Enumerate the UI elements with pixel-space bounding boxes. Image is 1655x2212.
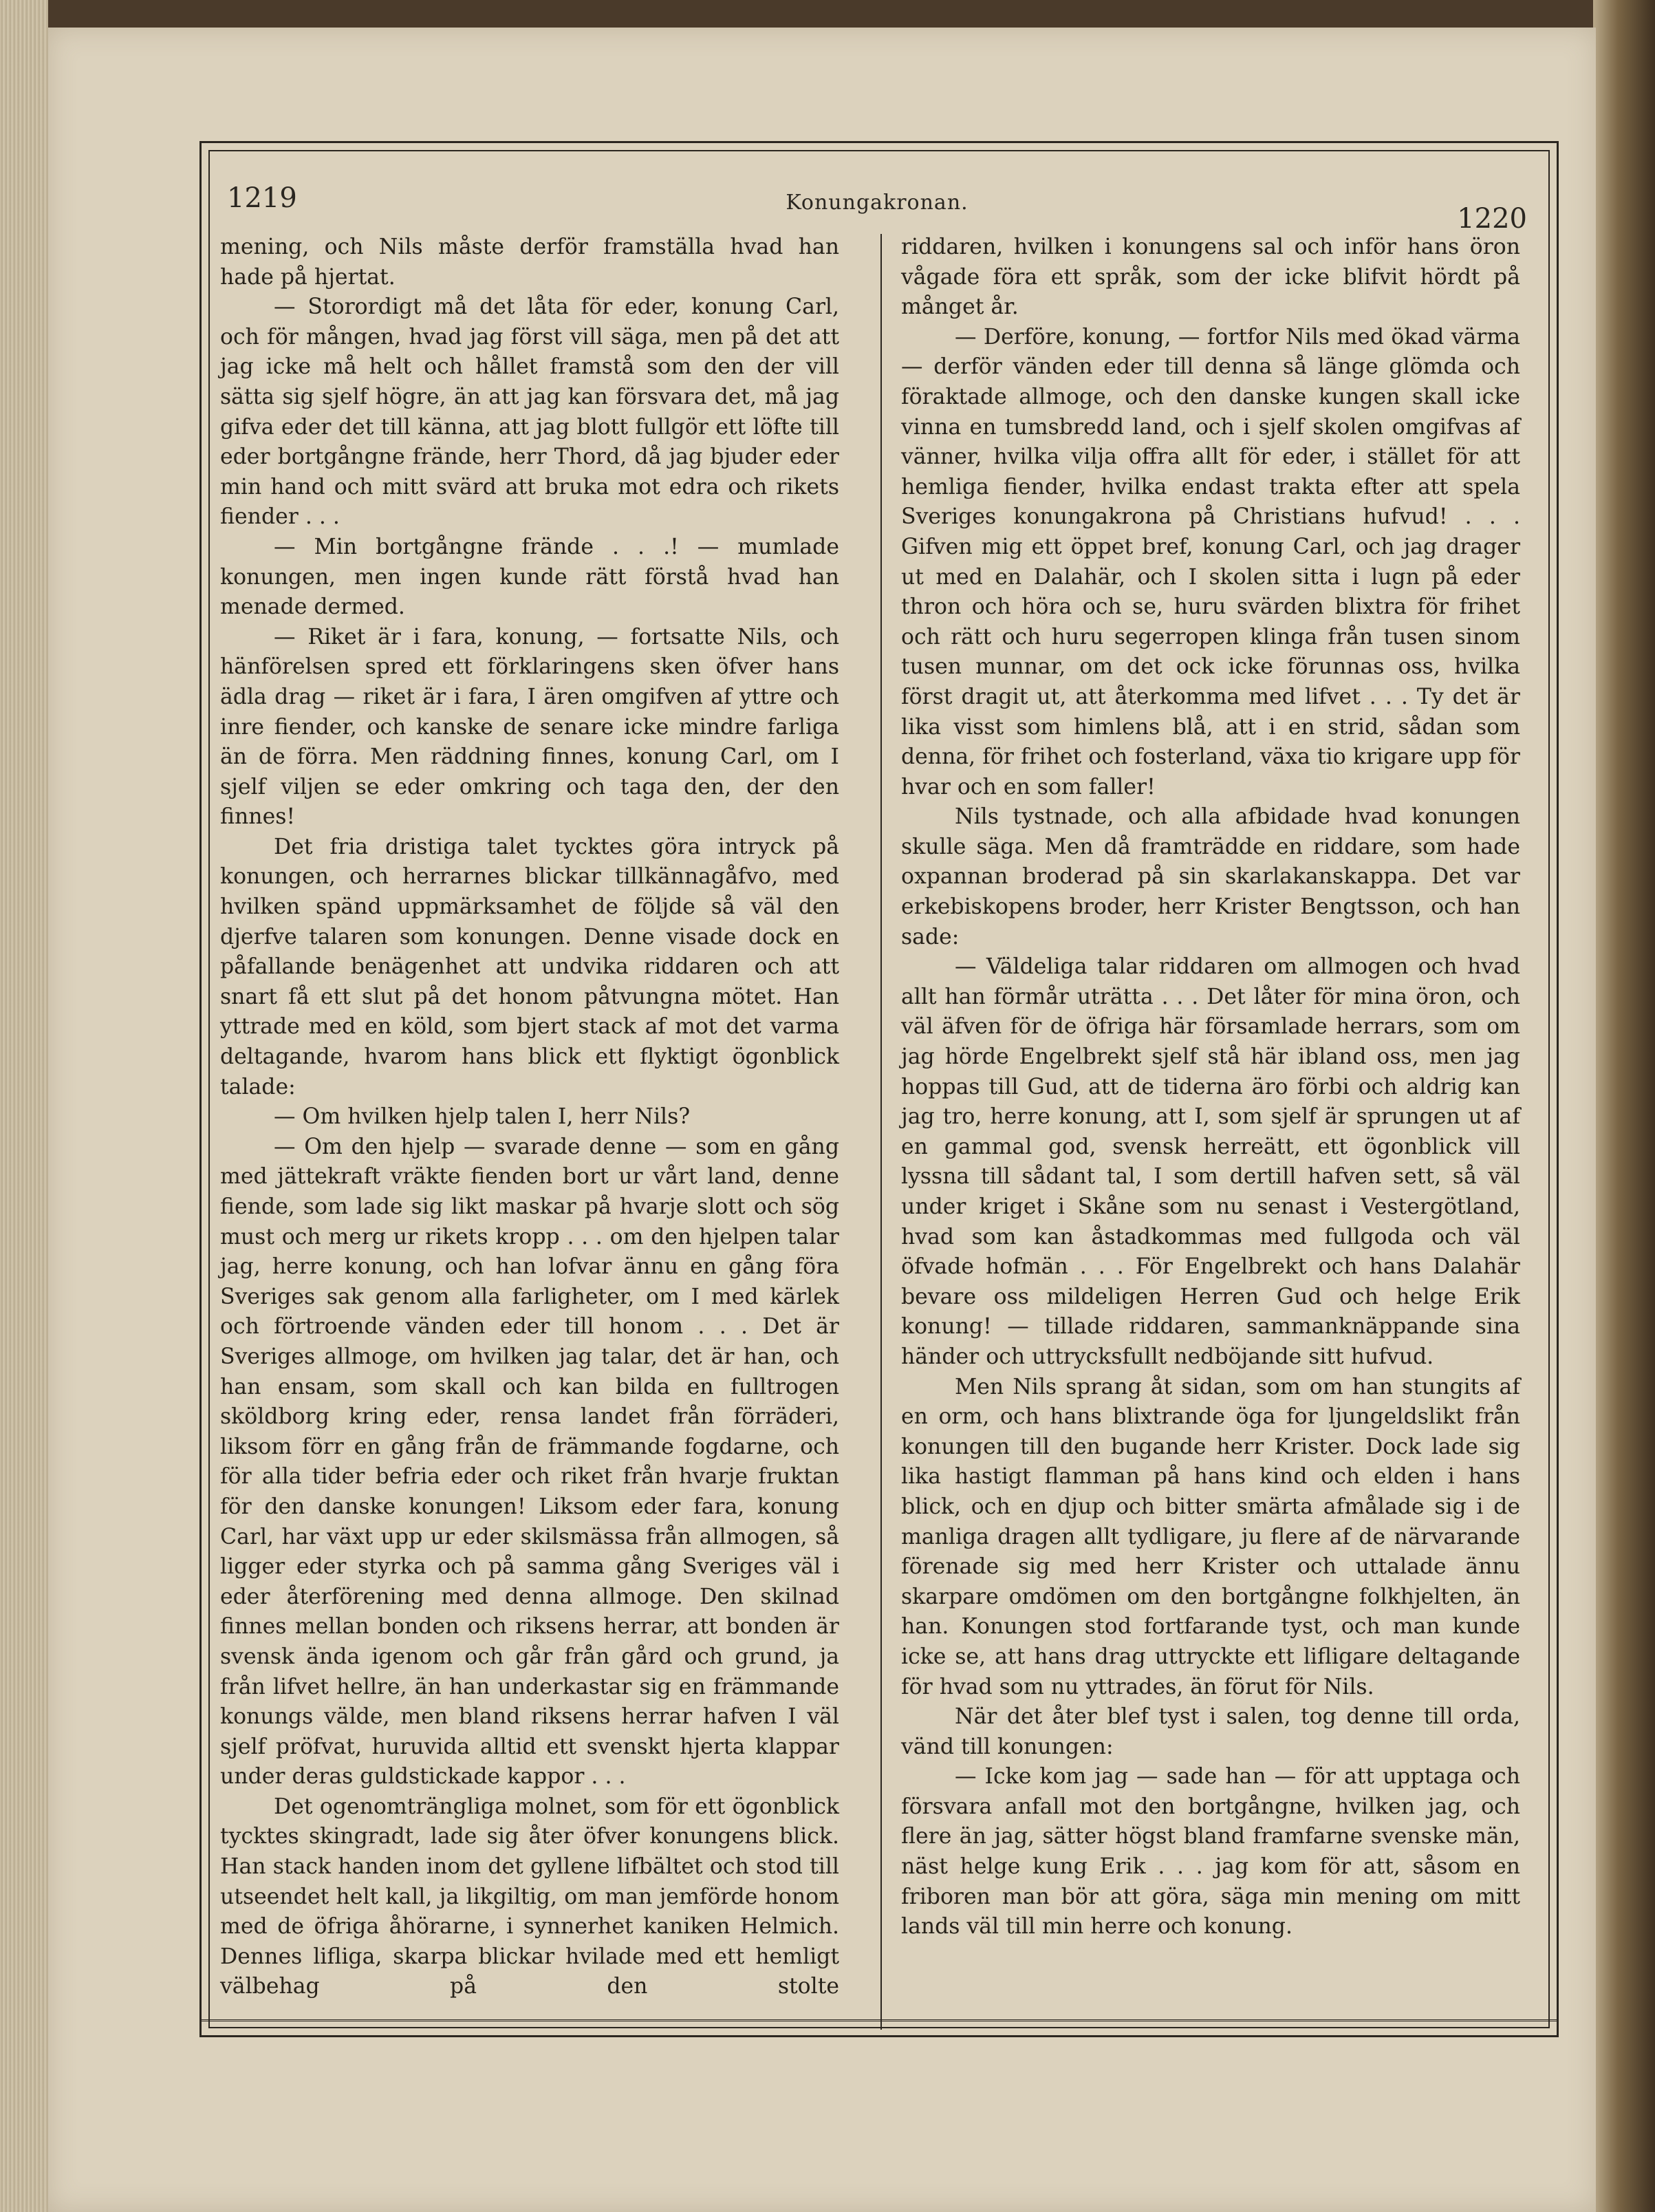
paragraph: mening, och Nils måste derför framställa hvad han hade på hjertat.	[220, 235, 839, 290]
paragraph: — Icke kom jag — sade han — för att upptaga och försvara anfall mot den bortgångne, hvilken jag, och flere än jag, sätter högst bland framfarne svenske män, näst helge kung Erik . . . jag kom för att, såsom en friboren man bör att göra, säga min mening om mitt lands väl till min herre och konung.	[901, 1764, 1520, 1940]
paragraph: — Storordigt må det låta för eder, konung Carl, och för mången, hvad jag först vill säga, men på det att jag icke må helt och hållet framstå som den der vill sätta sig sjelf högre, än att jag kan försvara det, må jag gifva eder det till känna, att jag blott fullgör ett löfte till eder bortgångne frände, herr Thord, då jag bjuder eder min hand och mitt svärd att bruka mot edra och rikets fiender . . .	[220, 294, 839, 530]
left-text-column	[220, 233, 839, 2021]
paragraph: — Väldeliga talar riddaren om allmogen och hvad allt han förmår uträtta . . . Det låter för mina öron, och väl äfven för de öfriga här församlade herrars, som om jag hörde Engelbrekt sjelf stå här ibland oss, men jag hoppas till Gud, att de tiderna äro förbi och aldrig kan jag tro, herre konung, att I, som sjelf är sprungen ut af en gammal god, svensk herreätt, ett ögonblick vill lyssna till sådant tal, I som dertill hafven sett, så väl under kriget i Skåne som nu senast i Vestergötland, hvad som kan åstadkommas med fullgoda och väl öfvade hofmän . . . För Engelbrekt och hans Dalahär bevare oss mildeligen Herren Gud och helge Erik konung! — tillade riddaren, sammanknäppande sina händer och uttrycksfullt nedböjande sitt hufvud.	[901, 954, 1520, 1369]
page-header	[227, 182, 1527, 235]
paragraph: Men Nils sprang åt sidan, som om han stungits af en orm, och hans blixtrande öga for ljungeldslikt från konungen till den bugande herr Krister. Dock lade sig lika hastigt flamman på hans kind och elden i hans blick, och en djup och bitter smärta afmålade sig i de manliga dragen allt tydligare, ju flere af de närvarande förenade sig med herr Krister och uttalade ännu skarpare omdömen om den bortgångne folkhjelten, än han. Konungen stod fortfarande tyst, och man kunde icke se, att hans drag uttryckte ett lifligare deltagande för hvad som nu yttrades, än förut för Nils.	[901, 1374, 1520, 1699]
paragraph: — Om hvilken hjelp talen I, herr Nils?	[274, 1104, 691, 1130]
right-text-column	[901, 233, 1520, 2021]
paragraph: — Derföre, konung, — fortfor Nils med ökad värma — derför vänden eder till denna så länge glömda och föraktade allmoge, och den danske kungen skall icke vinna en tumsbredd land, och i sjelf skolen omgifvas af vänner, hvilka vilja offra allt för eder, i stället för att hemliga fiender, hvilka endast trakta efter att spela Sveriges konungakrona på Christians hufvud! . . . Gifven mig ett öppet bref, konung Carl, och jag drager ut med en Dalahär, och I skolen sitta i lugn på eder thron och höra och se, huru svärden blixtra för frihet och rätt och huru segerropen klinga från tusen sinom tusen munnar, om det ock icke förunnas oss, hvilka först dragit ut, att återkomma med lifvet . . . Ty det är lika visst som himlens blå, att i en strid, sådan som denna, för frihet och fosterland, växa tio krigare upp för hvar och en som faller!	[901, 324, 1520, 799]
paragraph: riddaren, hvilken i konungens sal och inför hans öron vågade föra ett språk, som der icke blifvit hördt på månget år.	[901, 235, 1520, 320]
paragraph: Det ogenomträngliga molnet, som för ett ögonblick tycktes skingradt, lade sig åter öfver konungens blick. Han stack handen inom det gyllene lifbältet och stod till utseendet helt kall, ja likgiltig, om man jemförde honom med de öfriga åhörarne, i synnerhet kaniken Helmich. Dennes lifliga, skarpa blickar hvilade med ett hemligt välbehag på den stolte	[220, 1794, 839, 1999]
paragraph: — Riket är i fara, konung, — fortsatte Nils, och hänförelsen spred ett förklaringens sken öfver hans ädla drag — riket är i fara, I ären omgifven af yttre och inre fiender, och kanske de senare icke mindre farliga än de förra. Men räddning finnes, konung Carl, om I sjelf viljen se eder omkring och taga den, der den finnes!	[220, 624, 839, 830]
page-number-left: 1219	[227, 182, 297, 214]
column-divider	[880, 234, 882, 2030]
paragraph: Nils tystnade, och alla afbidade hvad konungen skulle säga. Men då framträdde en riddare, som hade oxpannan broderad på sin skarlakanskappa. Det var erkebiskopens broder, herr Krister Bengtsson, och han sade:	[901, 804, 1520, 949]
paragraph: — Om den hjelp — svarade denne — som en gång med jättekraft vräkte fienden bort ur vårt land, denne fiende, som lade sig likt maskar på hvarje slott och sög must och merg ur rikets kropp . . . om den hjelpen talar jag, herre konung, och han lofvar ännu en gång föra Sveriges sak genom alla farligheter, om I med kärlek och förtroende vänden eder till honom . . . Det är Sveriges allmoge, om hvilken jag talar, det är han, och han ensam, som skall och kan bilda en fulltrogen sköldborg kring eder, rensa landet från förräderi, liksom förr en gång från de främmande fogdarne, och för alla tider befria eder och riket från hvarje fruktan för den danske konungen! Liksom eder fara, konung Carl, har växt upp ur eder skilsmässa från allmogen, så ligger eder styrka och på samma gång Sveriges väl i eder återförening med denna allmoge. Den skilnad finnes mellan bonden och riksens herrar, att bonden är svensk ända igenom och går från gård och grund, ja från lifvet hellre, än han underkastar sig en främmande konungs välde, men bland riksens herrar hafven I väl sjelf pröfvat, huruvida alltid ett svenskt hjerta klappar under deras guldstickade kappor . . .	[220, 1134, 839, 1790]
paragraph: Det fria dristiga talet tycktes göra intryck på konungen, och herrarnes blickar tillkännagåfvo, med hvilken spänd uppmärksamhet de följde så väl den djerfve talaren som konungen. Denne visade dock en påfallande benägenhet att undvika riddaren och att snart få ett slut på det honom påtvungna mötet. Han yttrade med en köld, som bjert stack af mot det varma deltagande, hvarom hans blick ett flyktigt ögonblick talade:	[220, 834, 839, 1099]
book-spine-shadow	[1593, 0, 1655, 2212]
book-page-edges	[0, 0, 48, 2212]
paragraph: När det åter blef tyst i salen, tog denne till orda, vänd till konungen:	[901, 1704, 1520, 1759]
page-number-right: 1220	[1457, 203, 1527, 235]
paragraph: — Min bortgångne frände . . .! — mumlade konungen, men ingen kunde rätt förstå hvad han menade dermed.	[220, 534, 839, 620]
running-title: Konungakronan.	[786, 191, 969, 215]
